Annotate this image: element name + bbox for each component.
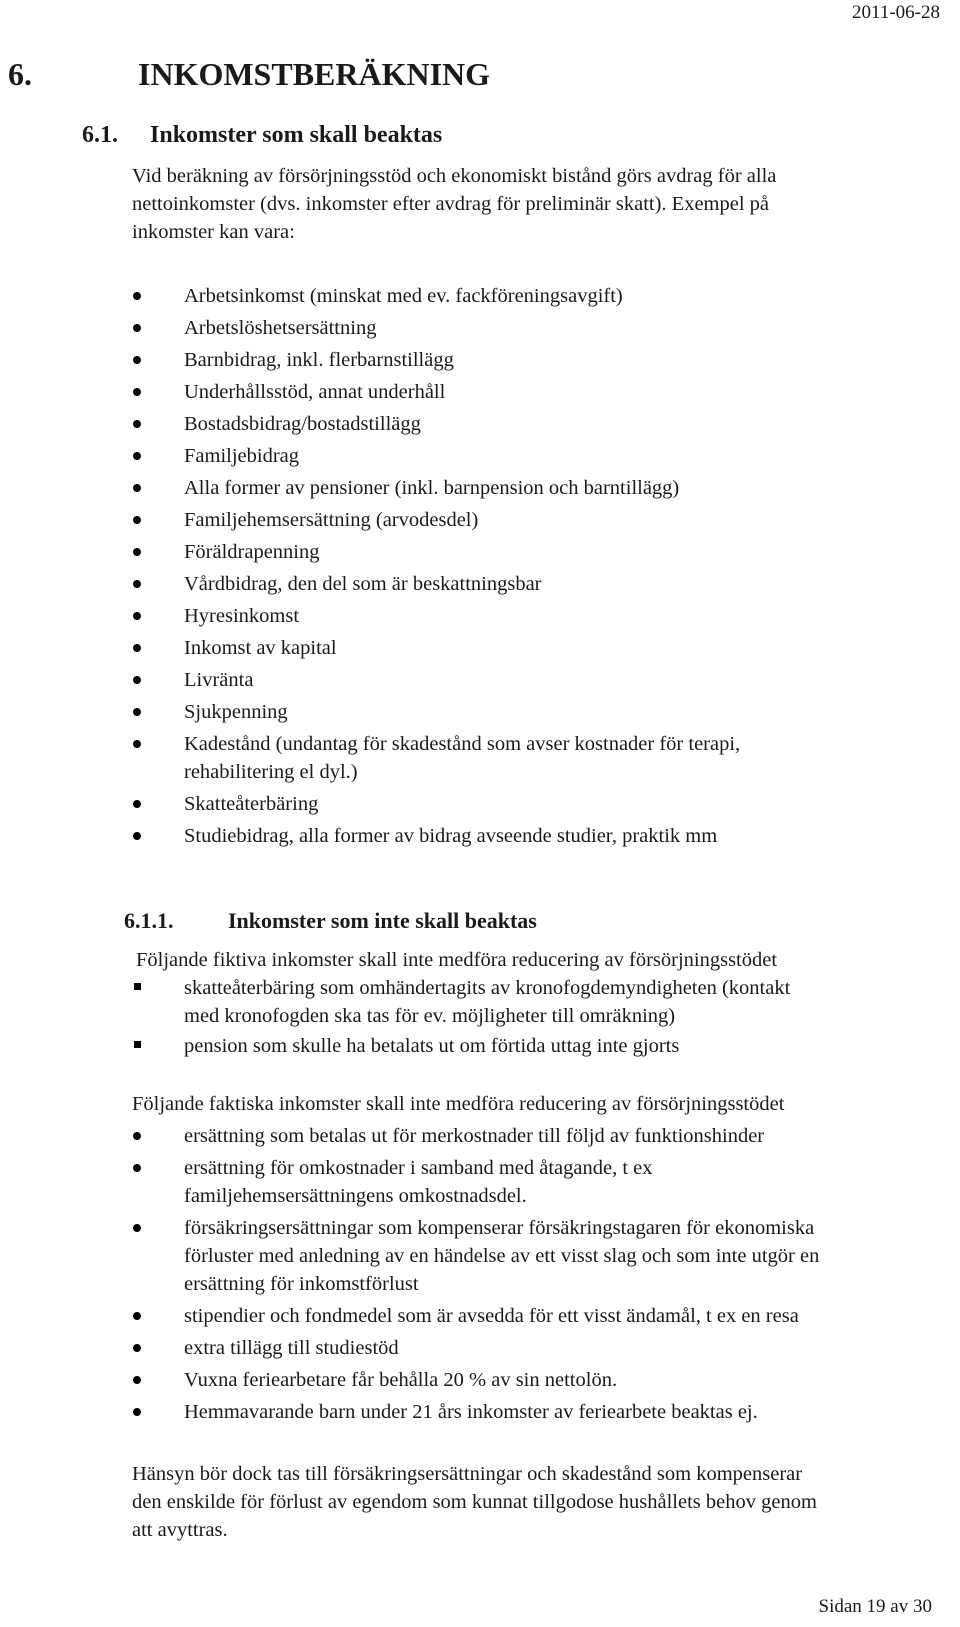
list-item: Studiebidrag, alla former av bidrag avseende studier, praktik mm xyxy=(128,822,740,850)
list-item xyxy=(128,974,790,1030)
list-item: Familjehemsersättning (arvodesdel) xyxy=(128,506,740,534)
list-item-line: Hemmavarande barn under 21 års inkomster av feriearbete beaktas ej. xyxy=(184,1401,758,1423)
list-item-line: Kadestånd (undantag för skadestånd som avser kostnader för terapi, xyxy=(184,733,741,755)
list-item xyxy=(128,1398,819,1426)
list-item-line: ersättning för omkostnader i samband med åtagande, t ex xyxy=(184,1157,653,1179)
list-item xyxy=(128,730,740,786)
list-item xyxy=(128,1366,819,1394)
list-item xyxy=(128,1302,819,1330)
list-item xyxy=(128,1334,819,1362)
subsubsection-heading xyxy=(124,908,537,934)
list-item: Arbetslöshetsersättning xyxy=(128,314,740,342)
list-item-line: skatteåterbäring som omhändertagits av kronofogdemyndigheten (kontakt xyxy=(184,977,791,999)
list-item-line: ersättning som betalas ut för merkostnader till följd av funktionshinder xyxy=(184,1125,765,1147)
fictive-list xyxy=(128,974,790,1062)
section-heading xyxy=(8,56,490,93)
list-item: Arbetsinkomst (minskat med ev. fackföreningsavgift) xyxy=(128,282,740,310)
subsection-title: Inkomster som skall beaktas xyxy=(150,122,443,148)
closing-line: att avyttras. xyxy=(132,1519,228,1541)
list-item xyxy=(128,1032,790,1060)
subsubsection-title: Inkomster som inte skall beaktas xyxy=(228,908,537,933)
list-item-line: försäkringsersättningar som kompenserar försäkringstagaren för ekonomiska xyxy=(184,1217,815,1239)
closing-line: den enskilde för förlust av egendom som kunnat tillgodose hushållets behov genom xyxy=(132,1491,817,1513)
list-item: Bostadsbidrag/bostadstillägg xyxy=(128,410,740,438)
page-number: Sidan 19 av 30 xyxy=(818,1596,932,1617)
subsection-heading xyxy=(82,122,442,149)
list-item-line: rehabilitering el dyl.) xyxy=(184,761,358,783)
income-list xyxy=(128,282,740,854)
intro-line: nettoinkomster (dvs. inkomster efter avdrag för preliminär skatt). Exempel på xyxy=(132,193,770,215)
subsubsection-number: 6.1.1. xyxy=(124,908,174,933)
list-item: Underhållsstöd, annat underhåll xyxy=(128,378,740,406)
closing-paragraph xyxy=(132,1460,817,1544)
list-item: Inkomst av kapital xyxy=(128,634,740,662)
list-item: Alla former av pensioner (inkl. barnpension och barntillägg) xyxy=(128,474,740,502)
list-item xyxy=(128,1122,819,1150)
list-item-line: extra tillägg till studiestöd xyxy=(184,1337,399,1359)
subsection-number: 6.1. xyxy=(82,122,118,148)
list-item-line: Vuxna feriearbetare får behålla 20 % av sin nettolön. xyxy=(184,1369,618,1391)
fictive-intro: Följande fiktiva inkomster skall inte medföra reducering av försörjningsstödet xyxy=(136,949,778,971)
list-item xyxy=(128,1214,819,1298)
list-item: Vårdbidrag, den del som är beskattningsbar xyxy=(128,570,740,598)
list-item: Föräldrapenning xyxy=(128,538,740,566)
list-item: Sjukpenning xyxy=(128,698,740,726)
actual-intro: Följande faktiska inkomster skall inte medföra reducering av försörjningsstödet xyxy=(132,1093,785,1115)
list-item: Livränta xyxy=(128,666,740,694)
list-item xyxy=(128,1154,819,1210)
list-item-line: familjehemsersättningens omkostnadsdel. xyxy=(184,1185,527,1207)
section-title: INKOMSTBERÄKNING xyxy=(138,56,491,92)
intro-line: Vid beräkning av försörjningsstöd och ekonomiskt bistånd görs avdrag för alla xyxy=(132,165,777,187)
intro-paragraph xyxy=(132,162,776,246)
list-item-line: stipendier och fondmedel som är avsedda för ett visst ändamål, t ex en resa xyxy=(184,1305,799,1327)
closing-line: Hänsyn bör dock tas till försäkringsersättningar och skadestånd som kompenserar xyxy=(132,1463,803,1485)
list-item-line: ersättning för inkomstförlust xyxy=(184,1273,419,1295)
list-item-line: med kronofogden ska tas för ev. möjligheter till omräkning) xyxy=(184,1005,676,1027)
intro-line: inkomster kan vara: xyxy=(132,221,295,243)
list-item: Barnbidrag, inkl. flerbarnstillägg xyxy=(128,346,740,374)
list-item-line: förluster med anledning av en händelse av ett visst slag och som inte utgör en xyxy=(184,1245,820,1267)
section-number: 6. xyxy=(8,56,32,92)
list-item: Skatteåterbäring xyxy=(128,790,740,818)
actual-list xyxy=(128,1122,819,1430)
list-item: Hyresinkomst xyxy=(128,602,740,630)
list-item: Familjebidrag xyxy=(128,442,740,470)
list-item-line: pension som skulle ha betalats ut om förtida uttag inte gjorts xyxy=(184,1035,680,1057)
document-date: 2011-06-28 xyxy=(852,2,940,23)
